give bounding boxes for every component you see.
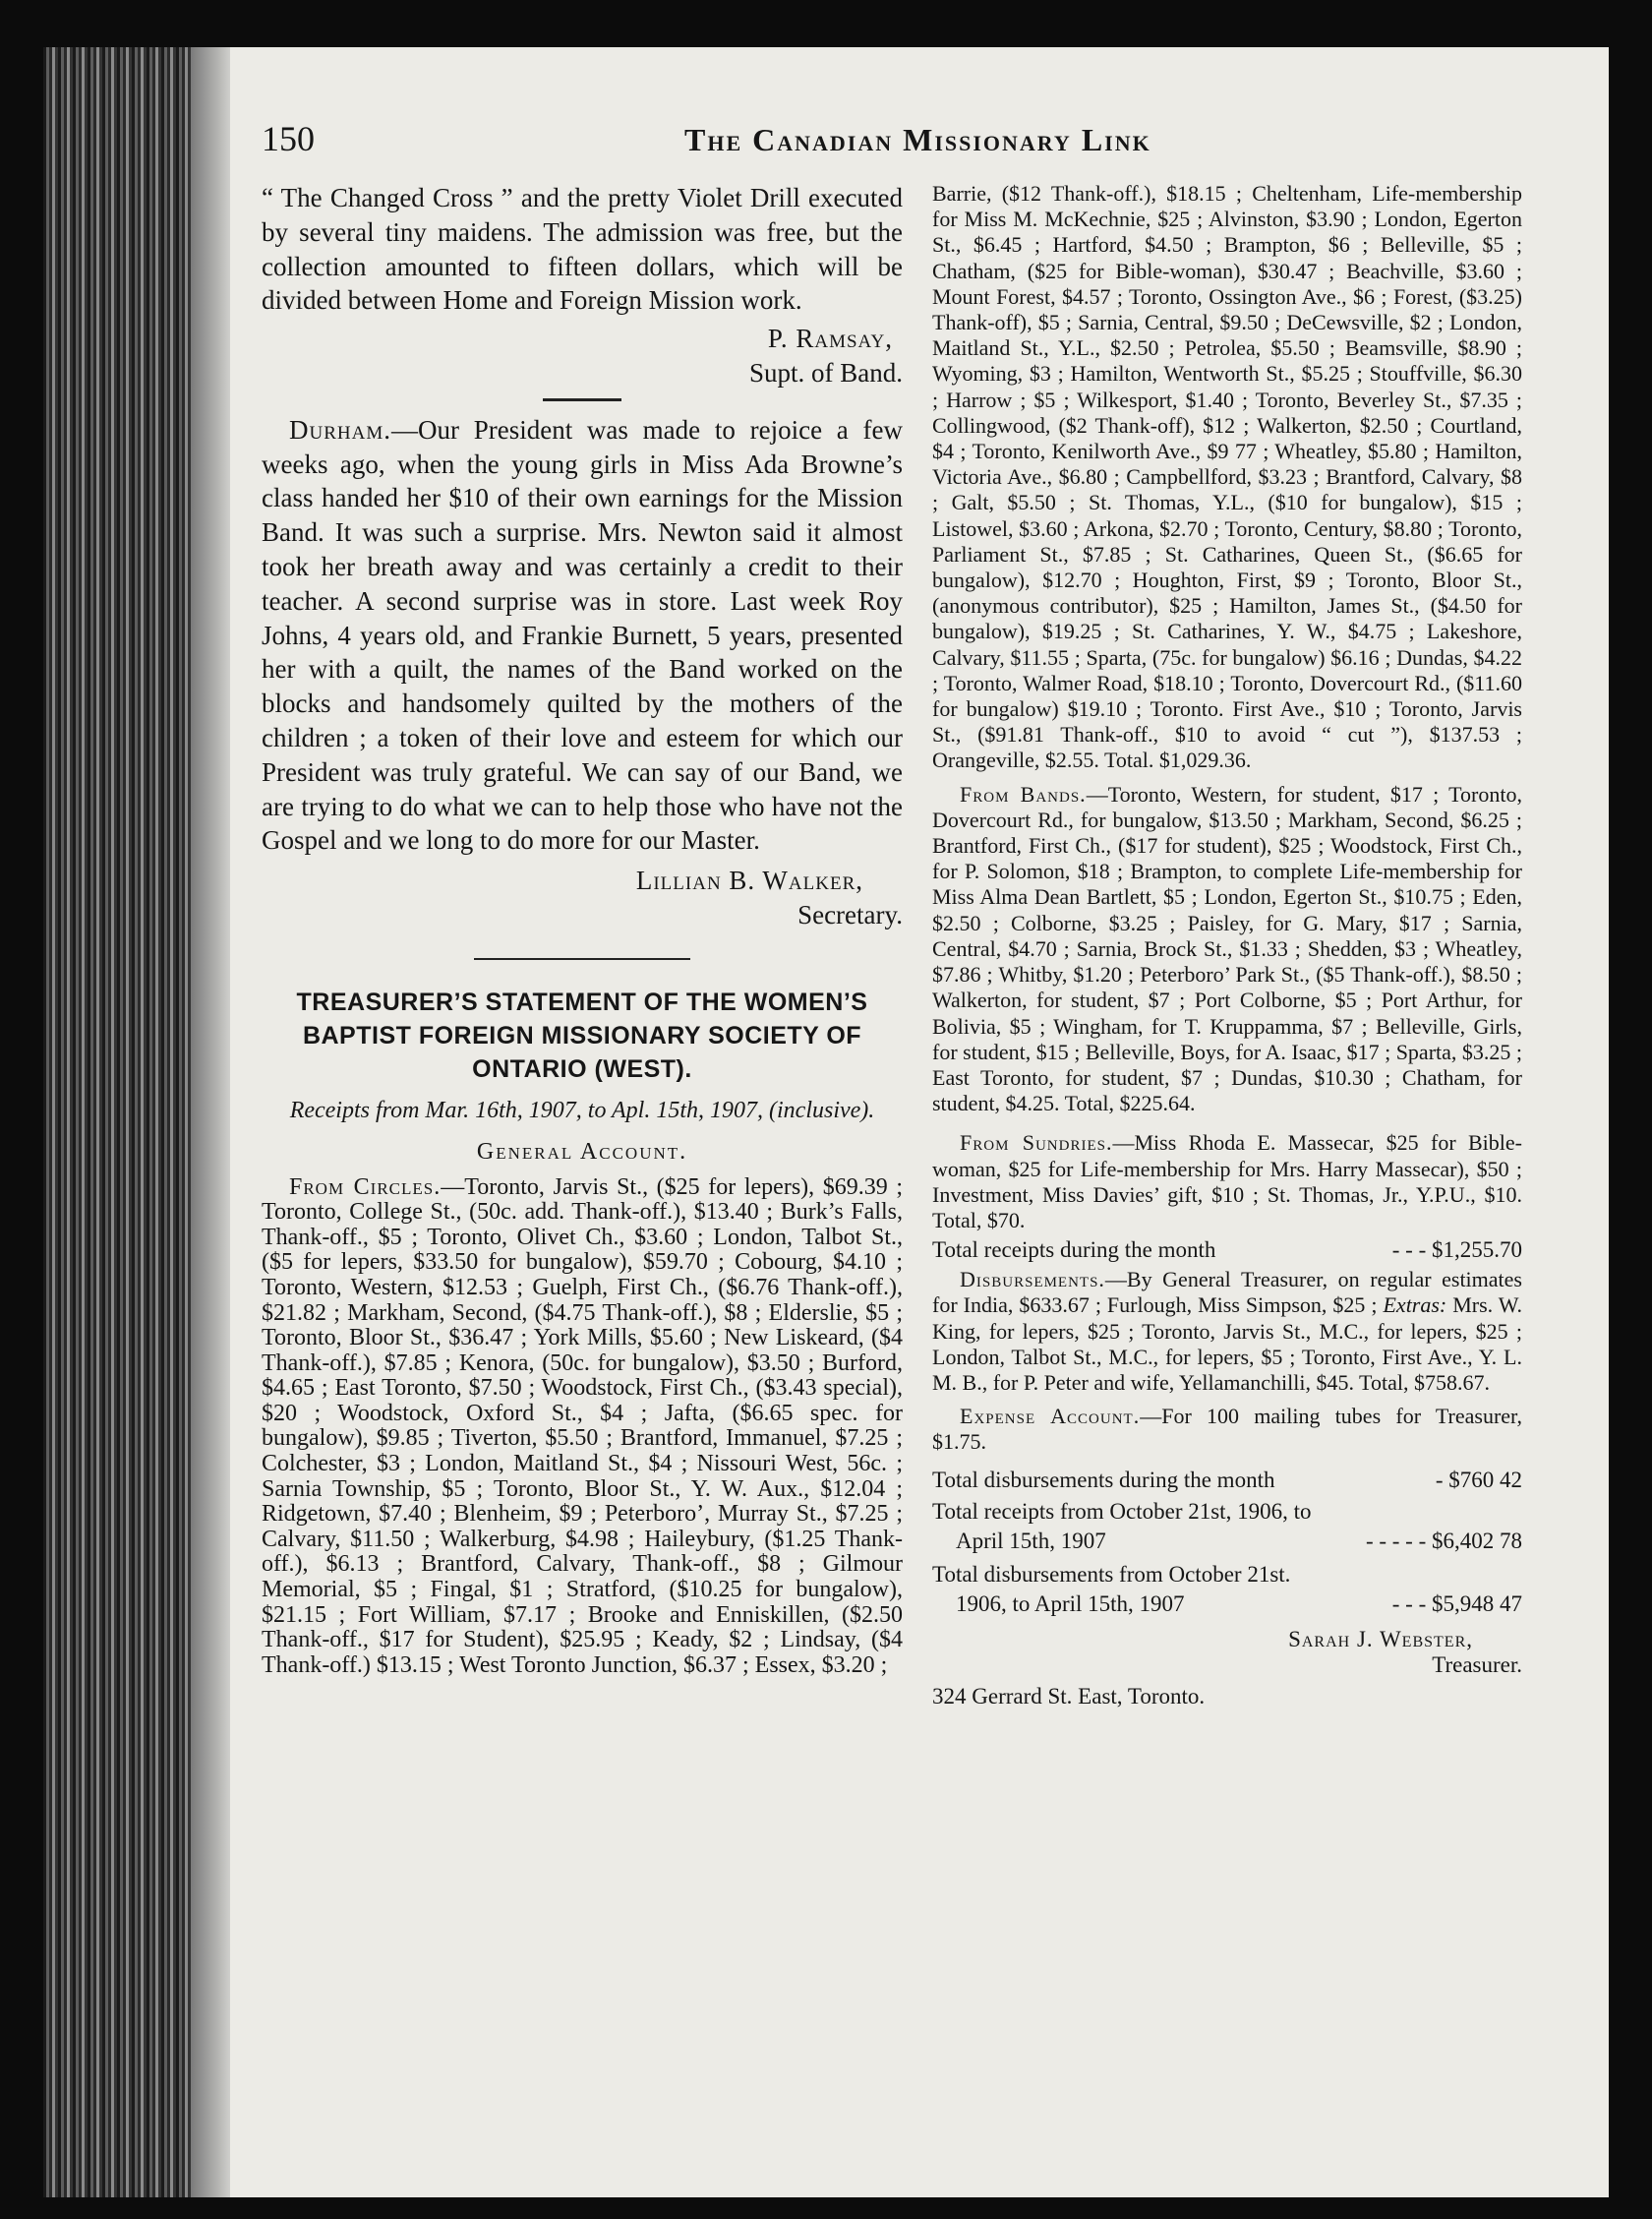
section-divider-short [543, 398, 621, 401]
extras-text: Mrs. W. King, for lepers, $25 ; Toronto, Jarvis St., M.C., for lepers, $25 ; London, Talbot St., M.C., for lepers, $5 ; Toronto, First Ave., Y. L. M. B., for P. Peter and wife, Yellamanchilli, $45. Total, $758.67. [932, 1292, 1523, 1395]
band-report-paragraph: “ The Changed Cross ” and the pretty Violet Drill executed by several tiny maidens. The admission was free, but the collection amounted to fifteen dollars, which will be divided between Home and Foreign Mission work. [262, 183, 903, 316]
total-receipts-oct-line2: April 15th, 1907 [956, 1528, 1106, 1553]
page-number: 150 [262, 119, 315, 158]
signature-webster-title: Treasurer. [1432, 1651, 1522, 1677]
total-receipts-oct-line2-row [932, 1527, 1522, 1556]
total-receipts-oct-line1: Total receipts from October 21st, 1906, to [932, 1498, 1312, 1524]
signature-ramsay-name: P. Ramsay, [767, 324, 893, 354]
bands-text: —Toronto, Western, for student, $17 ; Toronto, Dovercourt Rd., for bungalow, $13.50 ; Markham, Second, $6.25 ; Brantford, First Ch., ($17 for student), $25 ; Woodstock, First Ch., for P. Solomon, $18 ; Brampton, to complete Life-membership for Miss Alma Dean Bartlett, $5 ; London, Egerton St., $10.75 ; Eden, $2.50 ; Colborne, $3.25 ; Paisley, for G. Mary, $17 ; Sarnia, Central, $4.70 ; Sarnia, Brock St., $1.33 ; Shedden, $3 ; Wheatley, $7.86 ; Whitby, $1.20 ; Peterboro’ Park St., ($5 Thank-off.), $8.50 ; Walkerton, for student, $7 ; Port Colborne, $5 ; Port Arthur, for Bolivia, $5 ; Wingham, for T. Kruppamma, $7 ; Belleville, Girls, for student, $15 ; Belleville, Boys, for A. Isaac, $17 ; Sparta, $3.25 ; East Toronto, for student, $7 ; Dundas, $10.30 ; Chatham, for student, $4.25. Total, $225.64. [932, 781, 1523, 1116]
bands-receipts-paragraph [932, 782, 1522, 1117]
signature-walker-name: Lillian B. Walker, [635, 866, 863, 896]
signature-walker-title: Secretary. [797, 899, 903, 930]
circles-receipts-paragraph [262, 1175, 903, 1679]
total-receipts-oct-value: - - - - - $6,402 78 [1365, 1528, 1522, 1553]
circles-lead: From Circles. [289, 1173, 442, 1200]
extras-lead: Extras: [1383, 1292, 1447, 1318]
total-disbursements-since-october [932, 1560, 1522, 1619]
signature-webster-name: Sarah J. Webster, [1288, 1626, 1473, 1651]
expense-text: —For 100 mailing tubes for Treasurer, $1.75. [932, 1404, 1522, 1455]
total-disb-oct-line1: Total disbursements from October 21st. [932, 1561, 1291, 1587]
page-header [262, 118, 1481, 167]
receipts-date-range: Receipts from Mar. 16th, 1907, to Apl. 15th, 1907, (inclusive). [289, 1097, 875, 1123]
treasurer-address: 324 Gerrard St. East, Toronto. [932, 1683, 1206, 1709]
binding-shadow [191, 47, 230, 2197]
total-disbursements-month-label: Total disbursements during the month [932, 1467, 1275, 1492]
total-disbursements-month-value: - $760 42 [1435, 1467, 1522, 1492]
expense-account-paragraph [932, 1404, 1522, 1455]
total-disbursements-month-row [932, 1464, 1522, 1497]
running-title: The Canadian Missionary Link [684, 122, 1151, 157]
total-disb-oct-value: - - - $5,948 47 [1391, 1590, 1522, 1616]
expense-lead: Expense Account. [960, 1404, 1141, 1429]
circles-text: —Toronto, Jarvis St., ($25 for lepers), $69.39 ; Toronto, College St., (50c. add. Thank-off.), $13.40 ; Burk’s Falls, Thank-off., $5 ; Toronto, Olivet Ch., $3.60 ; London, Talbot St., ($5 for lepers, $33.50 for bungalow), $59.70 ; Cobourg, $4.10 ; Toronto, Western, $12.53 ; Guelph, First Ch., ($6.76 Thank-off.), $21.82 ; Markham, Second, ($4.75 Thank-off.), $8 ; Elderslie, $5 ; Toronto, Bloor St., $36.47 ; York Mills, $5.60 ; New Liskeard, ($4 Thank-off.), $7.85 ; Kenora, (50c. for bungalow), $3.50 ; Burford, $4.65 ; East Toronto, $7.50 ; Woodstock, First Ch., ($3.43 special), $20 ; Woodstock, Oxford St., $4 ; Jafta, ($6.65 spec. for bungalow), $9.85 ; Tiverton, $5.50 ; Brantford, Immanuel, $7.25 ; Colchester, $3 ; London, Maitland St., $4 ; Nissouri West, 56c. ; Sarnia Township, $5 ; Toronto, Bloor St., Y. W. Aux., $12.04 ; Ridgetown, $7.40 ; Blenheim, $9 ; Peterboro’, Murray St., $7.25 ; Calvary, $11.50 ; Walkerburg, $4.98 ; Haileybury, ($1.25 Thank-off.), $6.13 ; Brantford, Calvary, Thank-off., $8 ; Gilmour Memorial, $5 ; Fingal, $1 ; Stratford, ($10.25 for bungalow), $21.15 ; Fort William, $7.17 ; Brooke and Enniskillen, ($2.50 Thank-off., $17 for Student), $25.95 ; Keady, $2 ; Lindsay, ($4 Thank-off.) $13.15 ; West Toronto Junction, $6.37 ; Essex, $3.20 ; [262, 1173, 903, 1678]
total-receipts-since-october [932, 1497, 1522, 1556]
disbursements-text: —By General Treasurer, on regular estimates for India, $633.67 ; Furlough, Miss Simpson, $25 ; [932, 1267, 1522, 1318]
durham-report-paragraph [262, 413, 903, 858]
disbursements-lead: Disbursements. [960, 1267, 1105, 1292]
durham-text: —Our President was made to rejoice a few weeks ago, when the young girls in Miss Ada Browne’s class handed her $10 of their own earnings for the Mission Band. It was such a surprise. Mrs. Newton said it almost took her breath away and was certainly a credit to their teacher. A second surprise was in store. Last week Roy Johns, 4 years old, and Frankie Burnett, 5 years, presented her with a quilt, the names of the Band worked on the blocks and handsomely quilted by the mothers of the children ; a token of their love and esteem for which our President was truly grateful. We can say of our Band, we are trying to do what we can to help those who have not the Gospel and we long to do more for our Master. [262, 414, 903, 856]
total-disb-oct-line2-row [932, 1589, 1522, 1619]
total-disb-oct-line2: 1906, to April 15th, 1907 [956, 1590, 1185, 1616]
binding-edge [43, 47, 191, 2197]
treasurer-statement-heading: TREASURER’S STATEMENT OF THE WOMEN’S BAPTIST FOREIGN MISSIONARY SOCIETY OF ONTARIO (WEST). [296, 988, 868, 1083]
right-column [932, 181, 1522, 1709]
section-divider-long [474, 958, 690, 960]
general-account-heading: General Account. [476, 1138, 688, 1165]
left-column [262, 181, 903, 1678]
durham-lead: Durham. [289, 414, 391, 445]
total-receipts-row [932, 1233, 1522, 1267]
signature-ramsay-title: Supt. of Band. [748, 357, 903, 388]
total-receipts-label: Total receipts during the month [932, 1237, 1216, 1263]
disbursements-paragraph [932, 1267, 1522, 1396]
total-receipts-value: - - - $1,255.70 [1391, 1237, 1522, 1263]
circles-receipts-continued: Barrie, ($12 Thank-off.), $18.15 ; Cheltenham, Life-membership for Miss M. McKechnie, $25 ; Alvinston, $3.90 ; London, Egerton St., $6.45 ; Hartford, $4.50 ; Brampton, $6 ; Belleville, $5 ; Chatham, ($25 for Bible-woman), $30.47 ; Beachville, $3.60 ; Mount Forest, $4.57 ; Toronto, Ossington Ave., $6 ; Forest, ($3.25) Thank-off), $5 ; Sarnia, Central, $9.50 ; DeCewsville, $2 ; London, Maitland St., Y.L., $2.50 ; Petrolea, $5.50 ; Beamsville, $8.90 ; Wyoming, $3 ; Hamilton, Wentworth St., $5.25 ; Stouffville, $6.30 ; Harrow ; $5 ; Wilkesport, $1.40 ; Toronto, Beverley St., $7.35 ; Collingwood, ($2 Thank-off), $12 ; Walkerton, $2.50 ; Courtland, $4 ; Toronto, Kenilworth Ave., $9 77 ; Wheatley, $5.80 ; Hamilton, Victoria Ave., $6.80 ; Campbellford, $3.23 ; Brantford, Calvary, $8 ; Galt, $5.50 ; St. Thomas, Y.L., ($10 for bungalow), $15 ; Listowel, $3.60 ; Arkona, $2.70 ; Toronto, Century, $8.80 ; Toronto, Parliament St., $7.85 ; St. Catharines, Queen St., ($6.65 for bungalow), $12.70 ; Houghton, First, $9 ; Toronto, Bloor St., (anonymous contributor), $25 ; Hamilton, James St., ($4.50 for bungalow), $19.25 ; St. Catharines, Y. W., $4.75 ; Lakeshore, Calvary, $11.55 ; Sparta, (75c. for bungalow) $6.16 ; Dundas, $4.22 ; Toronto, Walmer Road, $18.10 ; Toronto, Dovercourt Rd., ($11.60 for bungalow) $19.10 ; Toronto. First Ave., $10 ; Toronto, Jarvis St., ($91.81 Thank-off., $10 to avoid “ cut ”), $137.53 ; Orangeville, $2.55. Total. $1,029.36. [932, 181, 1522, 773]
sundries-lead: From Sundries. [960, 1130, 1113, 1156]
bands-lead: From Bands. [960, 781, 1087, 807]
sundries-receipts-paragraph [932, 1130, 1522, 1233]
sundries-text: —Miss Rhoda E. Massecar, $25 for Bible-woman, $25 for Life-membership for Mrs. Harry Massecar), $50 ; Investment, Miss Davies’ gift, $10 ; St. Thomas, Jr., Y.P.U., $10. Total, $70. [932, 1130, 1522, 1232]
